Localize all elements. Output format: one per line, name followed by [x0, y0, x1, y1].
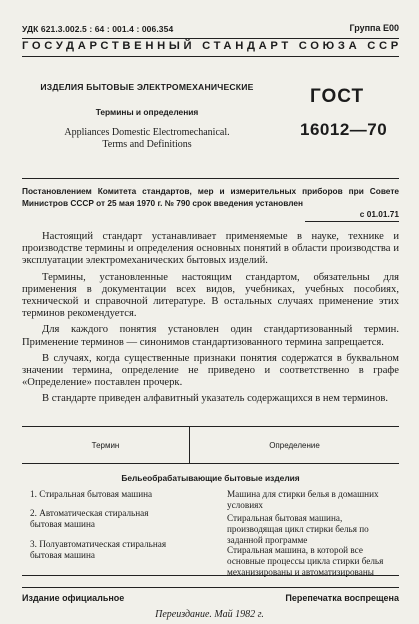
reprint-prohibited: Перепечатка воспрещена	[285, 593, 399, 603]
title-en-line2: Terms and Definitions	[102, 139, 192, 150]
title-ru: ИЗДЕЛИЯ БЫТОВЫЕ ЭЛЕКТРОМЕХАНИЧЕСКИЕ	[40, 82, 254, 92]
edition-official: Издание официальное	[22, 593, 125, 603]
table-row-term: 2. Автоматическая стиральная бытовая машина	[30, 508, 149, 529]
gost-label: ГОСТ	[310, 86, 365, 107]
standard-title: ГОСУДАРСТВЕННЫЙ СТАНДАРТ СОЮЗА ССР	[22, 40, 402, 52]
gost-number: 16012—70	[300, 120, 388, 139]
table-row-term: 1. Стиральная бытовая машина	[30, 489, 153, 499]
title-en	[22, 127, 272, 151]
reprint-note: Переиздание. Май 1982 г.	[155, 609, 264, 620]
paragraph: Термины, установленные настоящим стандартом, обязательны для применения в документации всех видов, учебниках, учебных пособиях, технической и справочной литературе. В остальных случаях применение этих терминов рекомендуется.	[22, 271, 399, 320]
paragraph: В стандарте приведен алфавитный указатель содержащихся в нем терминов.	[42, 393, 389, 405]
title-block	[22, 82, 272, 151]
body-text	[22, 231, 399, 410]
header-rule-bottom	[22, 56, 399, 57]
paragraph: Для каждого понятия установлен один стандартизованный термин. Применение терминов — синонимов стандартизованного термина запрещается.	[22, 324, 399, 348]
terms-table	[22, 426, 399, 576]
udk-code: УДК 621.3.002.5 : 64 : 001.4 : 006.354	[22, 24, 174, 34]
column-header-term: Термин	[91, 441, 120, 450]
decree-date-underline	[305, 221, 399, 222]
table-row-definition: Стиральная машина, в которой все основные процессы цикла стирки белья механизированы и автоматизированы	[227, 545, 384, 577]
paragraph: В случаях, когда существенные признаки понятия содержатся в буквальном значении термина, определение не приведено и соответственно в графе «Определение» поставлен прочерк.	[22, 352, 399, 389]
decree-rule	[22, 178, 399, 179]
group-code: Группа Е00	[349, 23, 399, 33]
section-heading: Бельеобрабатывающие бытовые изделия	[121, 473, 300, 483]
table-row-definition: Стиральная бытовая машина, производящая цикл стирки белья по заданной программе	[227, 513, 369, 545]
decree-date: с 01.01.71	[359, 209, 399, 219]
column-header-definition: Определение	[269, 441, 320, 450]
decree-text: Постановлением Комитета стандартов, мер и измерительных приборов при Совете Министров СССР от 25 мая 1970 г. № 790 срок введения установлен	[22, 186, 399, 208]
table-row-term: 3. Полуавтоматическая стиральная бытовая машина	[30, 539, 167, 560]
title-en-line1: Appliances Domestic Electromechanical.	[64, 127, 230, 138]
header-rule-top	[22, 38, 399, 39]
subtitle-ru: Термины и определения	[95, 107, 199, 117]
table-header	[22, 427, 399, 464]
table-row-definition: Машина для стирки белья в домашних условиях	[227, 489, 379, 510]
paragraph: Настоящий стандарт устанавливает применяемые в науке, технике и производстве термины и определения основных понятий в области производства и эксплуатации электромеханических бытовых изделий.	[22, 231, 399, 267]
footer-rule	[22, 587, 399, 588]
